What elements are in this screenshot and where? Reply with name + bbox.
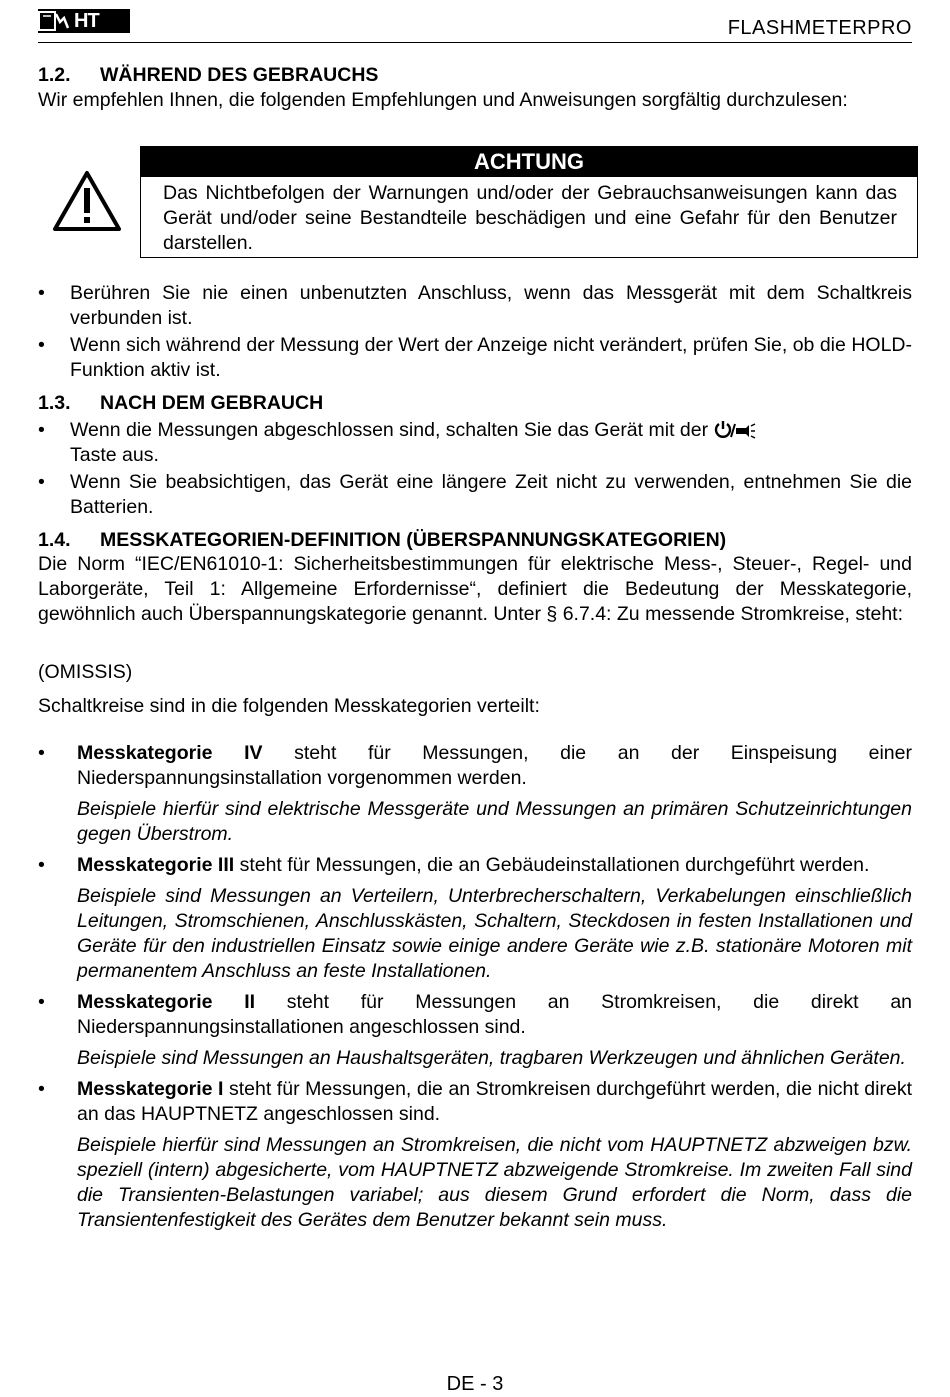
power-light-icon xyxy=(714,421,756,439)
norm-paragraph: Die Norm “IEC/EN61010-1: Sicherheitsbestimmungen für elektrische Mess-, Steuer-, Regel- und Laborgeräte, Teil 1: Allgemeine Erfordernisse“, definiert die Bedeutung der Messkategorie, gewöhnlich auch Überspannungskategorie genannt. Unter § 6.7.4: Zu messende Stromkreise, steht: xyxy=(38,553,912,625)
section-number: 1.4. xyxy=(38,529,71,551)
intro-paragraph: Wir empfehlen Ihnen, die folgenden Empfehlungen und Anweisungen sorgfältig durchzulesen: xyxy=(38,89,848,111)
bullet: • xyxy=(38,282,45,304)
bullet: • xyxy=(38,854,45,876)
bullet: • xyxy=(38,419,45,441)
category-description xyxy=(77,1077,912,1127)
list-item-text: Berühren Sie nie einen unbenutzten Anschluss, wenn das Messgerät mit dem Schaltkreis verbunden ist. xyxy=(70,282,912,329)
during-use-list xyxy=(38,281,912,383)
section-number: 1.2. xyxy=(38,64,71,86)
list-item-text: Taste aus. xyxy=(70,444,159,466)
list-item xyxy=(38,470,912,520)
category-text: steht für Messungen an Stromkreisen, die direkt an Niederspannungsinstallationen angeschlossen sind. xyxy=(77,991,913,1038)
list-item xyxy=(38,281,912,331)
category-text: steht für Messungen, die an der Einspeisung einer Niederspannungsinstallation vorgenommen werden. xyxy=(77,742,912,789)
category-text: steht für Messungen, die an Stromkreisen durchgeführt werden, die nicht direkt an das HAUPTNETZ angeschlossen sind. xyxy=(77,1078,912,1125)
product-name: FLASHMETERPRO xyxy=(727,17,912,39)
category-name: Messkategorie I xyxy=(77,1078,224,1100)
lightning-logo-icon xyxy=(38,10,72,32)
logo-text: HT xyxy=(74,10,99,32)
warning-title: ACHTUNG xyxy=(141,147,917,177)
warning-triangle-icon xyxy=(52,170,122,232)
bullet: • xyxy=(38,334,45,356)
category-example: Beispiele sind Messungen an Haushaltsgeräten, tragbaren Werkzeugen und ähnlichen Geräten. xyxy=(77,1047,906,1069)
category-text: steht für Messungen, die an Gebäudeinstallationen durchgeführt werden. xyxy=(234,854,870,876)
bullet: • xyxy=(38,742,45,764)
section-number: 1.3. xyxy=(38,392,71,414)
omissis-text: (OMISSIS) xyxy=(38,661,133,683)
category-description xyxy=(77,741,912,791)
section-heading-1-2 xyxy=(38,63,378,88)
category-name: Messkategorie IV xyxy=(77,742,263,764)
section-heading-1-4 xyxy=(38,528,726,553)
category-item xyxy=(38,990,912,1071)
section-title: NACH DEM GEBRAUCH xyxy=(100,392,324,414)
category-description xyxy=(77,853,912,878)
category-example: Beispiele sind Messungen an Verteilern, Unterbrecherschaltern, Verkabelungen einschließlich Leitungen, Stromschienen, Anschlusskästen, Schaltern, Steckdosen in festen Installationen und Geräte für den industriellen Einsatz sowie einige andere Geräte wie z.B. stationäre Motoren mit permanentem Anschluss an feste Installationen. xyxy=(77,885,912,982)
list-item xyxy=(38,333,912,383)
list-item xyxy=(38,418,912,468)
category-item xyxy=(38,1077,912,1233)
category-item xyxy=(38,741,912,847)
categories-list xyxy=(38,741,912,1233)
categories-lead: Schaltkreise sind in die folgenden Messkategorien verteilt: xyxy=(38,695,540,717)
category-name: Messkategorie III xyxy=(77,854,235,876)
after-use-list xyxy=(38,418,912,520)
page-header xyxy=(38,8,912,43)
list-item-text: Wenn die Messungen abgeschlossen sind, schalten Sie das Gerät mit der xyxy=(70,419,709,441)
category-item xyxy=(38,853,912,984)
page-number: DE - 3 xyxy=(446,1373,504,1395)
category-example: Beispiele hierfür sind Messungen an Stromkreisen, die nicht vom HAUPTNETZ abzweigen bzw. speziell (intern) abgesicherte, vom HAUPTNETZ abzweigende Stromkreise. Im zweiten Fall sind die Transienten-Belastungen variabel; aus diesem Grund erfordert die Norm, dass die Transientenfestigkeit des Gerätes dem Benutzer bekannt sein muss. xyxy=(77,1134,912,1231)
category-example: Beispiele hierfür sind elektrische Messgeräte und Messungen an primären Schutzeinrichtungen gegen Überstrom. xyxy=(77,798,912,845)
bullet: • xyxy=(38,471,45,493)
warning-text: Das Nichtbefolgen der Warnungen und/oder der Gebrauchsanweisungen kann das Gerät und/oder seine Bestandteile beschädigen und eine Gefahr für den Benutzer darstellen. xyxy=(163,182,897,254)
list-item-text: Wenn Sie beabsichtigen, das Gerät eine längere Zeit nicht zu verwenden, entnehmen Sie die Batterien. xyxy=(70,471,912,518)
section-title: MESSKATEGORIEN-DEFINITION (ÜBERSPANNUNGSKATEGORIEN) xyxy=(100,529,727,551)
list-item-text: Wenn sich während der Messung der Wert der Anzeige nicht verändert, prüfen Sie, ob die HOLD-Funktion aktiv ist. xyxy=(70,334,912,381)
warning-box xyxy=(140,146,918,258)
category-name: Messkategorie II xyxy=(77,991,256,1013)
section-title: WÄHREND DES GEBRAUCHS xyxy=(100,64,379,86)
brand-logo xyxy=(38,9,130,33)
bullet: • xyxy=(38,991,45,1013)
section-heading-1-3 xyxy=(38,391,323,416)
bullet: • xyxy=(38,1078,45,1100)
category-description xyxy=(77,990,912,1040)
